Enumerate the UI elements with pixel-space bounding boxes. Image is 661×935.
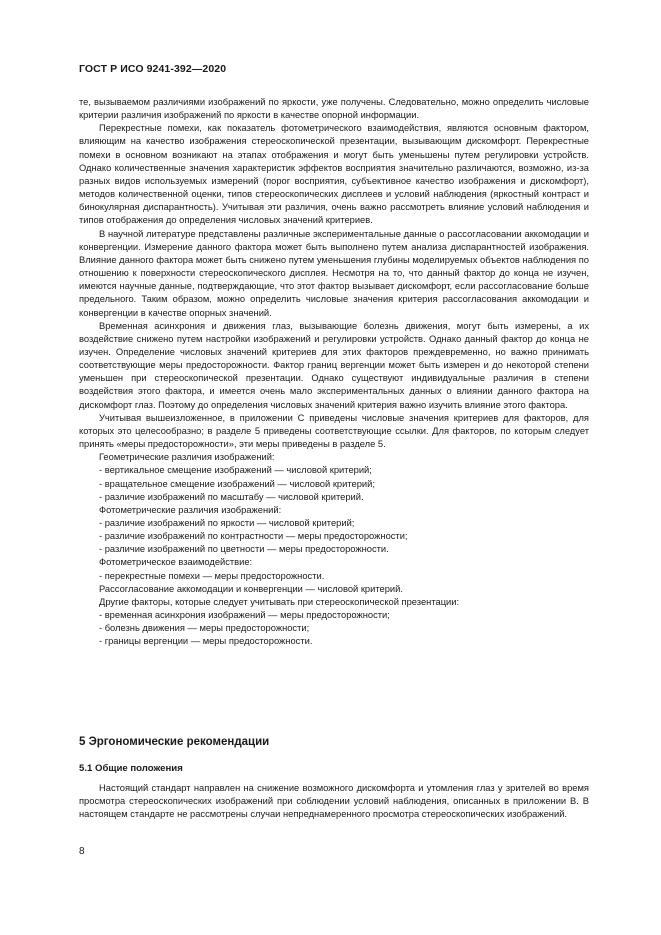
body-text	[79, 96, 589, 649]
factor-list	[79, 451, 589, 648]
paragraph: Временная асинхрония и движения глаз, вызывающие болезнь движения, могут быть измерены, а их воздействие снижено путем настройки изображений и регулировки устройств. Однако данный фактор до конца не изучен. Определение числовых значений критериев для этих факторов преждевременно, но важно принимать соответствующие меры предосторожности. Фактор границ вергенции может быть измерен и до некоторой степени уменьшен при стереоскопической презентации. Однако существуют индивидуальные различия в степени воздействия этого фактора, и имеется очень мало экспериментальных данных о влиянии данного фактора на дискомфорт глаз. Поэтому до определения числовых значений критерия важно изучить влияние этого фактора.	[79, 320, 589, 410]
paragraph: В научной литературе представлены различные экспериментальные данные о рассогласовании аккомодации и конвергенции. Измерение данного фактора может быть выполнено путем анализа диспарантностей изображения. Влияние данного фактора может быть снижено путем уменьшения глубины моделируемых объектов наблюдения по отношению к поверхности стереоскопического дисплея. Несмотря на то, что данный фактор до конца не изучен, имеются научные данные, подтверждающие, что этот фактор вызывает дискомфорт, если рассогласование больше предельного. Таким образом, можно определить числовые значения критерия рассогласования аккомодации и конвергенции в качестве опорных значений.	[79, 228, 589, 318]
page-number: 8	[79, 846, 85, 857]
list-item: Фотометрические различия изображений:	[99, 504, 282, 515]
list-item: Другие факторы, которые следует учитывать при стереоскопической презентации:	[99, 596, 460, 607]
paragraph: Настоящий стандарт направлен на снижение возможного дискомфорта и утомления глаз у зрителей во время просмотра стереоскопических изображений при соблюдении условий наблюдения, описанных в приложении В. В настоящем стандарте не рассмотрены случаи непреднамеренного просмотра стереоскопических изображений.	[79, 783, 589, 820]
list-item: - вертикальное смещение изображений — числовой критерий;	[99, 465, 372, 476]
list-item: - временная асинхрония изображений — меры предосторожности;	[99, 610, 390, 621]
list-item: - различие изображений по яркости — числовой критерий;	[99, 518, 355, 528]
document-header-code: ГОСТ Р ИСО 9241-392—2020	[79, 63, 227, 75]
list-item: - болезнь движения — меры предосторожности;	[99, 623, 310, 634]
list-item: - вращательное смещение изображений — числовой критерий;	[99, 478, 375, 489]
list-item: - различие изображений по контрастности — меры предосторожности;	[99, 531, 408, 542]
list-item: - различие изображений по цветности — меры предосторожности.	[99, 544, 389, 555]
list-item: Фотометрическое взаимодействие:	[99, 557, 253, 568]
list-item: Геометрические различия изображений:	[99, 452, 275, 463]
list-item: - различие изображений по масштабу — числовой критерий.	[99, 491, 364, 502]
closing-text	[79, 782, 589, 821]
paragraph: Перекрестные помехи, как показатель фотометрического взаимодействия, являются основным фактором, влияющим на качество изображения стереоскопической презентации, вызывающим дискомфорт. Перекрестные помехи в основном возникают на этапах отображения и могут быть уменьшены путем регулировки устройств. Однако количественные значения характеристик эффектов восприятия значительно различаются, возможно, из-за разных видов используемых измерений (порог восприятия, субъективное качество изображения и дискомфорт), методов количественной оценки, типов стереоскопических дисплеев и условий наблюдения (яркостный контраст и бинокулярная диспарантность). Учитывая эти различия, очень важно рассмотреть влияние условий наблюдения и типов отображения до определения числовых значений критериев.	[79, 123, 589, 226]
subsection-title: 5.1 Общие положения	[79, 763, 183, 774]
paragraph: Учитывая вышеизложенное, в приложении С приведены числовые значения критериев для факторов, для которых это целесообразно; в разделе 5 приведены соответствующие ссылки. Для факторов, по которым следует принять «меры предосторожности», эти меры приведены в разделе 5.	[79, 412, 589, 450]
list-item: Рассогласование аккомодации и конвергенции — числовой критерий.	[99, 583, 403, 594]
list-item: - границы вергенции — меры предосторожности.	[99, 636, 313, 647]
list-item: - перекрестные помехи — меры предосторожности.	[99, 570, 325, 581]
section-title: 5 Эргономические рекомендации	[79, 736, 270, 748]
paragraph: те, вызываемом различиями изображений по яркости, уже получены. Следовательно, можно определить числовые критерии различия изображений по яркости в качестве опорной информации.	[79, 97, 589, 121]
